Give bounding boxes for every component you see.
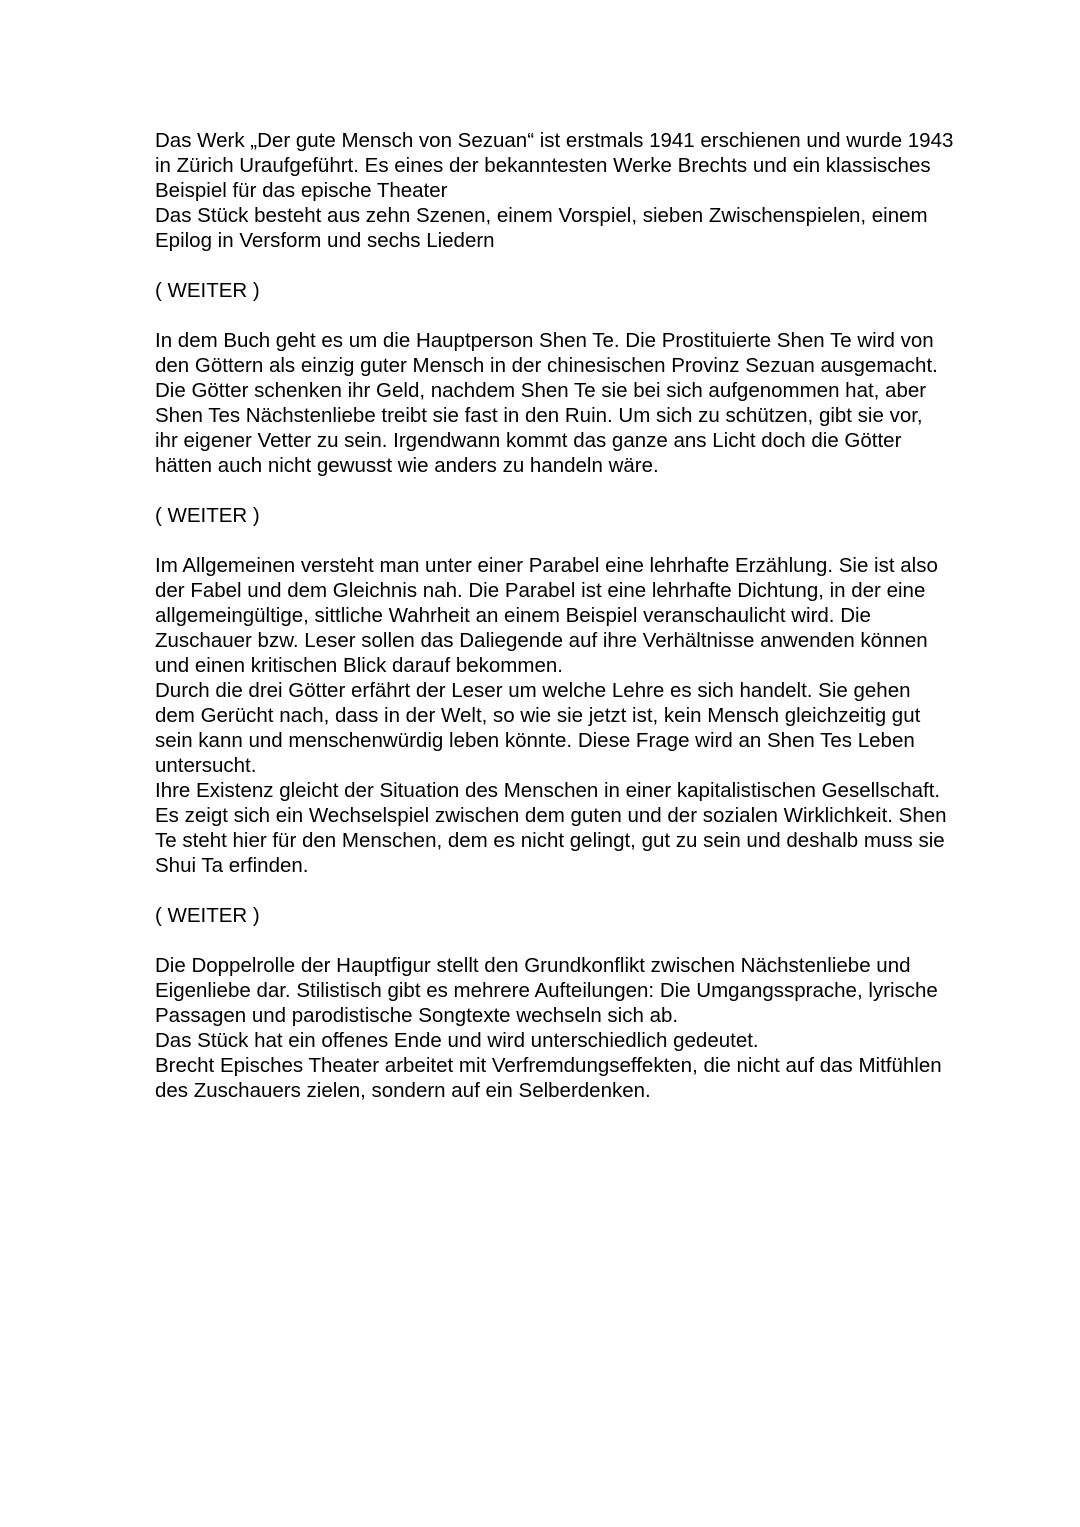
text-line: Die Götter schenken ihr Geld, nachdem Shen Te sie bei sich aufgenommen hat, aber bbox=[155, 379, 927, 402]
text-line: Eigenliebe dar. Stilistisch gibt es mehrere Aufteilungen: Die Umgangssprache, lyrische bbox=[155, 979, 938, 1002]
document-page bbox=[155, 128, 1025, 1103]
text-line: in Zürich Uraufgeführt. Es eines der bekanntesten Werke Brechts und ein klassisches bbox=[155, 154, 931, 177]
text-line: Te steht hier für den Menschen, dem es nicht gelingt, gut zu sein und deshalb muss sie bbox=[155, 829, 945, 852]
weiter-text: ( WEITER ) bbox=[155, 504, 260, 527]
text-line: sein kann und menschenwürdig leben könnte. Diese Frage wird an Shen Tes Leben bbox=[155, 729, 915, 752]
weiter-marker bbox=[155, 903, 1025, 928]
text-line: In dem Buch geht es um die Hauptperson Shen Te. Die Prostituierte Shen Te wird von bbox=[155, 329, 934, 352]
text-line: ihr eigener Vetter zu sein. Irgendwann kommt das ganze ans Licht doch die Götter bbox=[155, 429, 902, 452]
weiter-text: ( WEITER ) bbox=[155, 279, 260, 302]
text-line: untersucht. bbox=[155, 754, 257, 777]
paragraph-gap bbox=[155, 253, 1025, 278]
paragraph-plot bbox=[155, 328, 1025, 478]
text-line: Zuschauer bzw. Leser sollen das Daliegende auf ihre Verhältnisse anwenden können bbox=[155, 629, 928, 652]
text-line: Durch die drei Götter erfährt der Leser um welche Lehre es sich handelt. Sie gehen bbox=[155, 679, 911, 702]
text-line: und einen kritischen Blick darauf bekommen. bbox=[155, 654, 563, 677]
paragraph-gap bbox=[155, 478, 1025, 503]
text-line: Das Werk „Der gute Mensch von Sezuan“ ist erstmals 1941 erschienen und wurde 1943 bbox=[155, 129, 954, 152]
text-line: der Fabel und dem Gleichnis nah. Die Parabel ist eine lehrhafte Dichtung, in der eine bbox=[155, 579, 926, 602]
text-line: Es zeigt sich ein Wechselspiel zwischen dem guten und der sozialen Wirklichkeit. Shen bbox=[155, 804, 947, 827]
weiter-marker bbox=[155, 503, 1025, 528]
text-line: hätten auch nicht gewusst wie anders zu handeln wäre. bbox=[155, 454, 659, 477]
text-line: Passagen und parodistische Songtexte wechseln sich ab. bbox=[155, 1004, 679, 1027]
paragraph-intro bbox=[155, 128, 1025, 253]
text-line: Ihre Existenz gleicht der Situation des Menschen in einer kapitalistischen Gesellschaft. bbox=[155, 779, 941, 802]
paragraph-parabel bbox=[155, 553, 1025, 878]
text-line: des Zuschauers zielen, sondern auf ein Selberdenken. bbox=[155, 1079, 651, 1102]
paragraph-gap bbox=[155, 928, 1025, 953]
text-line: Das Stück hat ein offenes Ende und wird unterschiedlich gedeutet. bbox=[155, 1029, 759, 1052]
text-line: Im Allgemeinen versteht man unter einer Parabel eine lehrhafte Erzählung. Sie ist also bbox=[155, 554, 938, 577]
text-line: Epilog in Versform und sechs Liedern bbox=[155, 229, 495, 252]
paragraph-gap bbox=[155, 303, 1025, 328]
text-line: Die Doppelrolle der Hauptfigur stellt den Grundkonflikt zwischen Nächstenliebe und bbox=[155, 954, 911, 977]
text-line: allgemeingültige, sittliche Wahrheit an einem Beispiel veranschaulicht wird. Die bbox=[155, 604, 871, 627]
text-line: Das Stück besteht aus zehn Szenen, einem Vorspiel, sieben Zwischenspielen, einem bbox=[155, 204, 928, 227]
paragraph-conclusion bbox=[155, 953, 1025, 1103]
text-line: Shen Tes Nächstenliebe treibt sie fast in den Ruin. Um sich zu schützen, gibt sie vor, bbox=[155, 404, 923, 427]
text-line: Beispiel für das epische Theater bbox=[155, 179, 448, 202]
text-line: dem Gerücht nach, dass in der Welt, so wie sie jetzt ist, kein Mensch gleichzeitig gut bbox=[155, 704, 921, 727]
text-line: Shui Ta erfinden. bbox=[155, 854, 309, 877]
text-line: den Göttern als einzig guter Mensch in der chinesischen Provinz Sezuan ausgemacht. bbox=[155, 354, 938, 377]
weiter-marker bbox=[155, 278, 1025, 303]
paragraph-gap bbox=[155, 528, 1025, 553]
text-line: Brecht Episches Theater arbeitet mit Verfremdungseffekten, die nicht auf das Mitfühlen bbox=[155, 1054, 942, 1077]
paragraph-gap bbox=[155, 878, 1025, 903]
weiter-text: ( WEITER ) bbox=[155, 904, 260, 927]
